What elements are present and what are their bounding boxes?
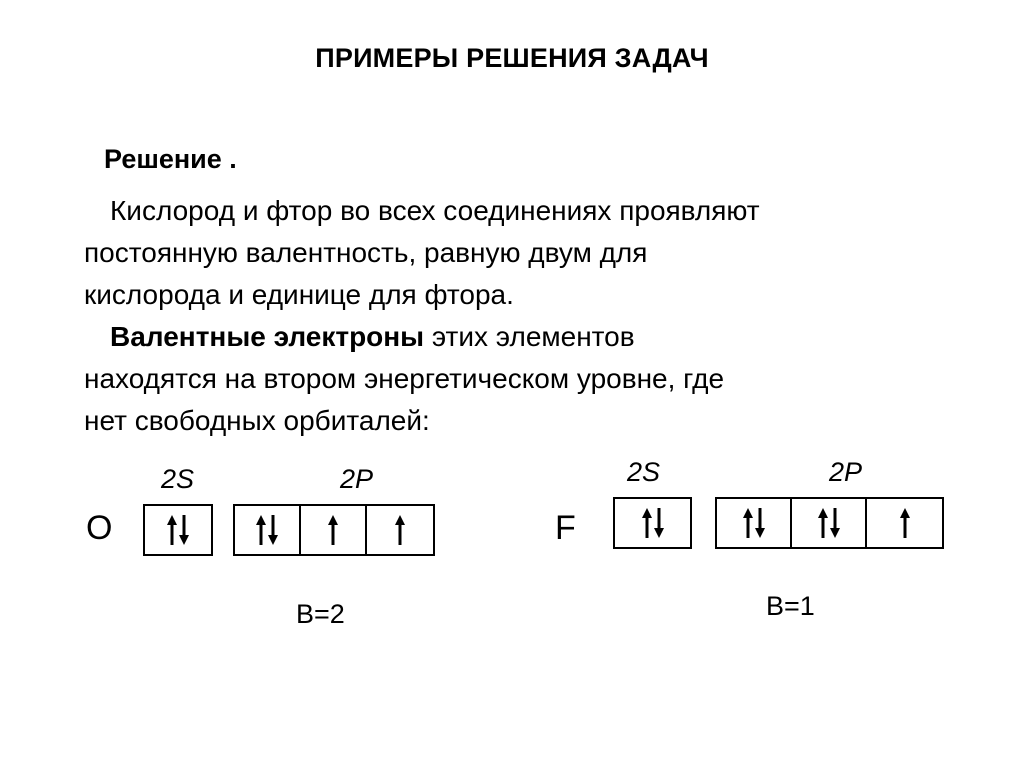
paired-electrons-icon: [814, 504, 844, 542]
fluorine-2p-label: 2P: [829, 457, 863, 487]
paragraph-line: кислорода и единице для фтора.: [84, 279, 514, 310]
oxygen-2p-orbital-cell: [235, 506, 301, 554]
oxygen-2p-label: 2P: [340, 464, 374, 494]
paragraph-line: Кислород и фтор во всех соединениях проявляют: [110, 195, 760, 226]
electron-up-icon: [318, 511, 348, 549]
paragraph-electrons: [84, 316, 922, 442]
oxygen-2s-label: 2S: [161, 464, 195, 494]
fluorine-2p-orbital-cell: [717, 499, 792, 547]
paragraph-line: [84, 316, 922, 358]
fluorine-2p-orbital-cell: [792, 499, 867, 547]
fluorine-valence: В=1: [766, 591, 815, 621]
oxygen-2p-orbital-cell: [301, 506, 367, 554]
oxygen-2s-orbital: [143, 504, 213, 556]
paragraph-line: находятся на втором энергетическом уровне, где: [84, 363, 725, 394]
electron-up-icon: [890, 504, 920, 542]
paragraph-line: постоянную валентность, равную двум для: [84, 237, 648, 268]
paired-electrons-icon: [638, 504, 668, 542]
paragraph-line-rest: этих элементов: [424, 321, 635, 352]
fluorine-symbol: F: [555, 509, 576, 547]
paired-electrons-icon: [739, 504, 769, 542]
oxygen-valence: В=2: [296, 599, 345, 629]
fluorine-2p-orbital-cell: [867, 499, 942, 547]
oxygen-2p-orbital-cell: [367, 506, 433, 554]
oxygen-2s-orbital-cell: [145, 506, 211, 554]
electron-up-icon: [385, 511, 415, 549]
bold-term: Валентные электроны: [110, 321, 425, 352]
paragraph-valency: [84, 190, 922, 316]
paragraph-line: нет свободных орбиталей:: [84, 405, 430, 436]
fluorine-2s-orbital-cell: [615, 499, 690, 547]
paired-electrons-icon: [252, 511, 282, 549]
oxygen-2p-orbitals: [233, 504, 435, 556]
paired-electrons-icon: [163, 511, 193, 549]
fluorine-2s-orbital: [613, 497, 692, 549]
page-title: ПРИМЕРЫ РЕШЕНИЯ ЗАДАЧ: [315, 43, 709, 73]
oxygen-symbol: O: [86, 509, 113, 547]
solution-heading: Решение .: [104, 144, 237, 174]
fluorine-2p-orbitals: [715, 497, 944, 549]
fluorine-2s-label: 2S: [627, 457, 661, 487]
